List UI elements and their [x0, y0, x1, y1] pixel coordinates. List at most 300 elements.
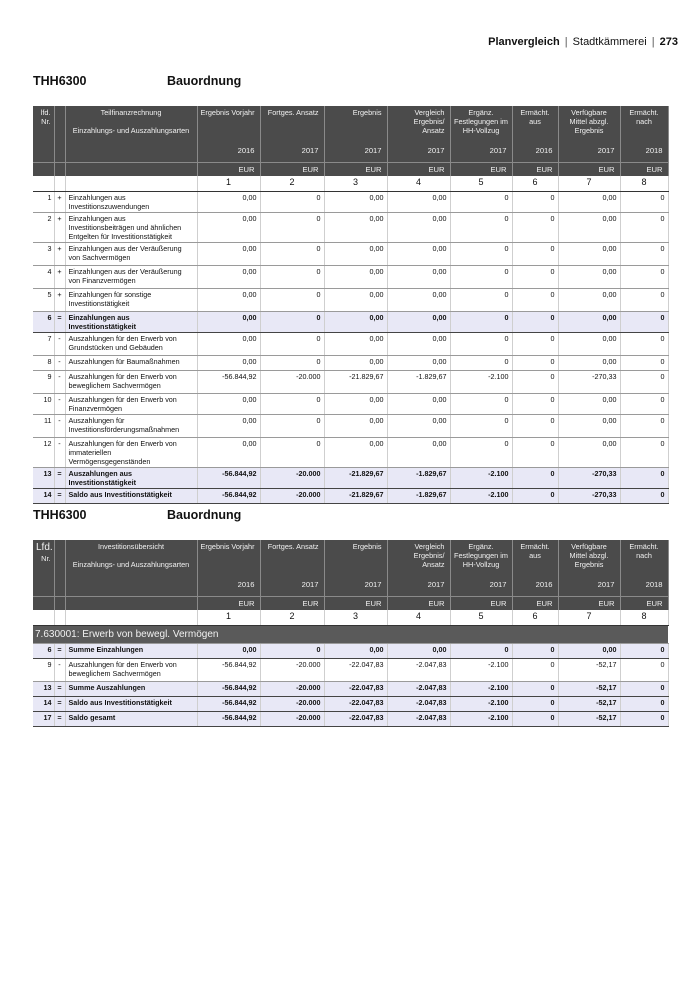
cell-value: 0 [512, 288, 558, 311]
section-code: THH6300 [33, 74, 87, 88]
cell-value: 0 [260, 332, 324, 355]
column-number: 8 [620, 176, 668, 191]
cell-value: -52,17 [558, 681, 620, 696]
cell-value: 0 [512, 437, 558, 467]
cell-value: 0,00 [558, 393, 620, 414]
column-number-row [33, 610, 668, 625]
column-unit: EUR [324, 162, 387, 176]
department-name: Stadtkämmerei [572, 36, 647, 48]
column-number: 3 [324, 610, 387, 625]
row-label: Auszahlungen für den Erwerb von Finanzvermögen [65, 393, 197, 414]
cell-value: 0 [512, 242, 558, 265]
cell-value: 0,00 [558, 212, 620, 242]
column-number: 4 [387, 610, 450, 625]
cell-value: 0,00 [324, 265, 387, 288]
table-row [33, 288, 668, 311]
column-unit: EUR [324, 596, 387, 610]
table-row [33, 393, 668, 414]
cell-value: 0,00 [387, 191, 450, 212]
column-year: 2016 [197, 140, 260, 162]
row-operator: - [54, 393, 65, 414]
table-row [33, 355, 668, 370]
page-number: 273 [659, 36, 678, 48]
row-number: 6 [33, 643, 54, 658]
row-label: Einzahlungen aus der Veräußerung von Finanzvermögen [65, 265, 197, 288]
column-number: 7 [558, 610, 620, 625]
column-number: 1 [197, 610, 260, 625]
cell-value: 0 [450, 242, 512, 265]
cell-value: 0 [620, 467, 668, 488]
table-row [33, 370, 668, 393]
cell-value: -20.000 [260, 681, 324, 696]
column-unit: EUR [558, 596, 620, 610]
cell-value: 0,00 [197, 643, 260, 658]
row-operator: = [54, 696, 65, 711]
cell-value: 0 [620, 681, 668, 696]
column-header: Ergänz. Festlegungen im HH-Vollzug [450, 106, 512, 140]
cell-value: 0 [620, 212, 668, 242]
cell-value: -20.000 [260, 711, 324, 726]
column-year: 2018 [620, 574, 668, 596]
column-header: Ermächt. aus [512, 540, 558, 574]
column-year: 2018 [620, 140, 668, 162]
cell-value: 0,00 [558, 265, 620, 288]
cell-value: 0 [620, 355, 668, 370]
cell-value: 0 [512, 488, 558, 503]
column-number: 6 [512, 610, 558, 625]
row-number: 8 [33, 355, 54, 370]
column-year: 2016 [512, 574, 558, 596]
row-operator: = [54, 681, 65, 696]
cell-value: 0 [450, 311, 512, 332]
row-number: 3 [33, 242, 54, 265]
row-label: Einzahlungen aus Investitionszuwendungen [65, 191, 197, 212]
cell-value: 0,00 [387, 265, 450, 288]
column-unit: EUR [260, 596, 324, 610]
cell-value: 0,00 [197, 191, 260, 212]
cell-value: 0 [620, 332, 668, 355]
cell-value: 0 [512, 370, 558, 393]
row-number: 12 [33, 437, 54, 467]
row-number: 13 [33, 467, 54, 488]
group-title: 7.630001: Erwerb von bewegl. Vermögen [33, 625, 668, 643]
row-operator: - [54, 658, 65, 681]
row-label: Auszahlungen für den Erwerb von Grundstücken und Gebäuden [65, 332, 197, 355]
column-year: 2017 [450, 574, 512, 596]
cell-value: 0 [620, 658, 668, 681]
cell-value: 0,00 [387, 212, 450, 242]
table-row [33, 467, 668, 488]
row-number: 2 [33, 212, 54, 242]
header-separator: | [651, 36, 655, 48]
cell-value: 0,00 [558, 414, 620, 437]
cell-value: -52,17 [558, 696, 620, 711]
cell-value: -1.829,67 [387, 467, 450, 488]
table-row [33, 643, 668, 658]
row-operator: - [54, 355, 65, 370]
row-operator: = [54, 311, 65, 332]
row-label: Auszahlungen aus Investitionstätigkeit [65, 467, 197, 488]
table-row [33, 414, 668, 437]
cell-value: -56.844,92 [197, 711, 260, 726]
cell-value: 0,00 [387, 643, 450, 658]
row-number: 14 [33, 488, 54, 503]
column-unit: EUR [620, 596, 668, 610]
cell-value: 0,00 [558, 437, 620, 467]
cell-value: 0 [512, 355, 558, 370]
cell-value: 0 [512, 311, 558, 332]
cell-value: 0 [260, 414, 324, 437]
row-number: 13 [33, 681, 54, 696]
cell-value: 0 [450, 414, 512, 437]
cell-value: 0 [512, 191, 558, 212]
cell-value: 0 [450, 643, 512, 658]
cell-value: 0,00 [558, 191, 620, 212]
row-label: Saldo aus Investitionstätigkeit [65, 488, 197, 503]
cell-value: 0 [260, 265, 324, 288]
cell-value: -2.100 [450, 467, 512, 488]
column-header: Fortges. Ansatz [260, 540, 324, 574]
cell-value: -52,17 [558, 658, 620, 681]
row-label: Einzahlungen aus Investitionsbeiträgen und ähnlichen Entgelten für Investitionstätigkeit [65, 212, 197, 242]
cell-value: 0 [512, 414, 558, 437]
cell-value: 0,00 [387, 393, 450, 414]
cell-value: 0 [512, 658, 558, 681]
column-unit: EUR [387, 162, 450, 176]
cell-value: -20.000 [260, 488, 324, 503]
row-operator: - [54, 332, 65, 355]
row-label: Einzahlungen aus Investitionstätigkeit [65, 311, 197, 332]
cell-value: -2.047,83 [387, 711, 450, 726]
row-number: 6 [33, 311, 54, 332]
row-label: Auszahlungen für den Erwerb von immateriellen Vermögensgegenständen [65, 437, 197, 467]
cell-value: 0 [512, 681, 558, 696]
cell-value: -2.100 [450, 696, 512, 711]
cell-value: -56.844,92 [197, 488, 260, 503]
cell-value: 0,00 [324, 288, 387, 311]
cell-value: -22.047,83 [324, 658, 387, 681]
cell-value: 0 [450, 355, 512, 370]
row-operator: = [54, 711, 65, 726]
cell-value: 0,00 [324, 212, 387, 242]
row-label: Auszahlungen für Investitionsförderungsmaßnahmen [65, 414, 197, 437]
cell-value: 0 [512, 467, 558, 488]
table-row [33, 311, 668, 332]
column-number: 4 [387, 176, 450, 191]
column-header: Ergebnis Vorjahr [197, 540, 260, 574]
cell-value: 0 [620, 711, 668, 726]
cell-value: -56.844,92 [197, 658, 260, 681]
cell-value: 0,00 [324, 311, 387, 332]
cell-value: 0 [620, 288, 668, 311]
row-label: Einzahlungen für sonstige Investitionstätigkeit [65, 288, 197, 311]
cell-value: 0,00 [558, 288, 620, 311]
row-operator: + [54, 288, 65, 311]
cell-value: -56.844,92 [197, 467, 260, 488]
cell-value: 0,00 [558, 332, 620, 355]
row-label: Einzahlungen aus der Veräußerung von Sachvermögen [65, 242, 197, 265]
cell-value: 0 [450, 332, 512, 355]
table-row [33, 212, 668, 242]
column-header: Fortges. Ansatz [260, 106, 324, 140]
column-year: 2017 [324, 140, 387, 162]
column-header-op [54, 540, 65, 574]
column-year: 2017 [450, 140, 512, 162]
cell-value: -20.000 [260, 658, 324, 681]
cell-value: 0,00 [387, 311, 450, 332]
cell-value: 0 [450, 437, 512, 467]
column-header: Ermächt. aus [512, 106, 558, 140]
table-row [33, 242, 668, 265]
row-operator: = [54, 488, 65, 503]
column-number-row [33, 176, 668, 191]
cell-value: 0,00 [387, 288, 450, 311]
cell-value: -21.829,67 [324, 370, 387, 393]
column-header: Ermächt. nach [620, 540, 668, 574]
table-row [33, 265, 668, 288]
cell-value: -2.047,83 [387, 681, 450, 696]
cell-value: -21.829,67 [324, 467, 387, 488]
cell-value: 0 [450, 393, 512, 414]
cell-value: -2.100 [450, 658, 512, 681]
cell-value: 0,00 [197, 265, 260, 288]
column-year: 2017 [324, 574, 387, 596]
column-unit: EUR [197, 162, 260, 176]
row-number: 17 [33, 711, 54, 726]
row-number: 10 [33, 393, 54, 414]
row-number: 11 [33, 414, 54, 437]
cell-value: 0,00 [324, 355, 387, 370]
cell-value: 0 [260, 191, 324, 212]
row-number: 9 [33, 658, 54, 681]
cell-value: -270,33 [558, 467, 620, 488]
cell-value: 0,00 [324, 191, 387, 212]
cell-value: 0,00 [387, 414, 450, 437]
cell-value: 0 [260, 355, 324, 370]
cell-value: 0,00 [387, 437, 450, 467]
cell-value: -22.047,83 [324, 696, 387, 711]
row-label: Auszahlungen für den Erwerb von beweglichem Sachvermögen [65, 370, 197, 393]
cell-value: -2.100 [450, 711, 512, 726]
cell-value: 0,00 [324, 393, 387, 414]
row-label: Summe Auszahlungen [65, 681, 197, 696]
cell-value: 0 [260, 242, 324, 265]
column-unit: EUR [260, 162, 324, 176]
table-row [33, 437, 668, 467]
cell-value: 0,00 [197, 311, 260, 332]
cell-value: 0 [512, 696, 558, 711]
section-name: Bauordnung [167, 508, 242, 522]
cell-value: 0,00 [387, 332, 450, 355]
cell-value: -56.844,92 [197, 370, 260, 393]
row-label: Summe Einzahlungen [65, 643, 197, 658]
cell-value: 0 [512, 643, 558, 658]
column-header-nr: Lfd. Nr. [33, 540, 54, 574]
column-unit: EUR [197, 596, 260, 610]
cell-value: -21.829,67 [324, 488, 387, 503]
column-number: 2 [260, 176, 324, 191]
cell-value: -20.000 [260, 696, 324, 711]
cell-value: -20.000 [260, 370, 324, 393]
column-unit: EUR [450, 162, 512, 176]
row-operator: = [54, 643, 65, 658]
cell-value: 0,00 [558, 242, 620, 265]
column-year: 2017 [260, 574, 324, 596]
group-row [33, 625, 668, 643]
cell-value: 0 [620, 370, 668, 393]
section-name: Bauordnung [167, 74, 242, 88]
cell-value: 0,00 [558, 643, 620, 658]
cell-value: 0 [260, 393, 324, 414]
cell-value: 0 [620, 265, 668, 288]
column-unit: EUR [387, 596, 450, 610]
cell-value: 0 [260, 311, 324, 332]
cell-value: -2.100 [450, 370, 512, 393]
cell-value: 0 [620, 191, 668, 212]
cell-value: -2.100 [450, 681, 512, 696]
column-header: Ergebnis [324, 540, 387, 574]
cell-value: 0 [512, 711, 558, 726]
column-number: 5 [450, 610, 512, 625]
table-row [33, 191, 668, 212]
section-title [33, 508, 241, 522]
row-number: 5 [33, 288, 54, 311]
row-operator: + [54, 191, 65, 212]
cell-value: 0 [260, 643, 324, 658]
column-header: Ermächt. nach [620, 106, 668, 140]
cell-value: 0 [512, 332, 558, 355]
cell-value: 0,00 [387, 355, 450, 370]
cell-value: -56.844,92 [197, 696, 260, 711]
column-unit: EUR [450, 596, 512, 610]
section-code: THH6300 [33, 508, 87, 522]
column-number: 5 [450, 176, 512, 191]
table-row [33, 488, 668, 503]
cell-value: 0 [450, 265, 512, 288]
cell-value: 0 [512, 393, 558, 414]
row-number: 9 [33, 370, 54, 393]
row-operator: - [54, 414, 65, 437]
table-row [33, 332, 668, 355]
row-operator: - [54, 437, 65, 467]
column-header-nr: lfd. Nr. [33, 106, 54, 140]
cell-value: 0 [620, 437, 668, 467]
column-unit: EUR [558, 162, 620, 176]
cell-value: -270,33 [558, 488, 620, 503]
column-year: 2016 [512, 140, 558, 162]
column-unit: EUR [512, 162, 558, 176]
cell-value: 0 [620, 414, 668, 437]
row-label: Auszahlungen für den Erwerb von beweglichem Sachvermögen [65, 658, 197, 681]
column-number: 2 [260, 610, 324, 625]
cell-value: -2.047,83 [387, 658, 450, 681]
cell-value: 0 [620, 393, 668, 414]
cell-value: 0,00 [197, 332, 260, 355]
cell-value: 0,00 [558, 355, 620, 370]
table-row [33, 711, 668, 726]
table-row [33, 681, 668, 696]
column-header: Vergleich Ergebnis/ Ansatz [387, 106, 450, 140]
cell-value: 0 [260, 212, 324, 242]
report-title: Planvergleich [488, 36, 560, 48]
row-number: 1 [33, 191, 54, 212]
column-year: 2017 [558, 574, 620, 596]
cell-value: 0,00 [197, 212, 260, 242]
column-header-label: Investitionsübersicht Einzahlungs- und Auszahlungsarten [65, 540, 197, 574]
table-row [33, 696, 668, 711]
column-number: 6 [512, 176, 558, 191]
row-operator: + [54, 212, 65, 242]
cell-value: 0 [620, 488, 668, 503]
column-number: 7 [558, 176, 620, 191]
column-unit: EUR [512, 596, 558, 610]
row-operator: = [54, 467, 65, 488]
cell-value: -22.047,83 [324, 681, 387, 696]
cell-value: 0 [260, 437, 324, 467]
column-unit: EUR [620, 162, 668, 176]
cell-value: 0 [620, 643, 668, 658]
page-header [488, 36, 678, 48]
column-year: 2017 [558, 140, 620, 162]
finance-table-2 [33, 540, 669, 727]
cell-value: 0,00 [197, 288, 260, 311]
cell-value: 0,00 [324, 242, 387, 265]
column-header: Verfügbare Mittel abzgl. Ergebnis [558, 106, 620, 140]
cell-value: -1.829,67 [387, 370, 450, 393]
row-label: Saldo gesamt [65, 711, 197, 726]
column-year: 2016 [197, 574, 260, 596]
column-header-op [54, 106, 65, 140]
cell-value: 0,00 [387, 242, 450, 265]
column-number: 8 [620, 610, 668, 625]
cell-value: 0 [512, 212, 558, 242]
column-year: 2017 [387, 574, 450, 596]
cell-value: 0,00 [197, 437, 260, 467]
column-header-label: Teilfinanzrechnung Einzahlungs- und Auszahlungsarten [65, 106, 197, 140]
row-operator: + [54, 265, 65, 288]
cell-value: 0 [450, 288, 512, 311]
cell-value: 0 [450, 212, 512, 242]
cell-value: -22.047,83 [324, 711, 387, 726]
header-separator: | [564, 36, 568, 48]
row-operator: - [54, 370, 65, 393]
cell-value: 0,00 [324, 332, 387, 355]
column-header: Ergänz. Festlegungen im HH-Vollzug [450, 540, 512, 574]
column-header: Verfügbare Mittel abzgl. Ergebnis [558, 540, 620, 574]
section-title [33, 74, 241, 88]
cell-value: -56.844,92 [197, 681, 260, 696]
cell-value: 0 [512, 265, 558, 288]
cell-value: 0,00 [324, 643, 387, 658]
cell-value: 0,00 [324, 414, 387, 437]
table-row [33, 658, 668, 681]
column-year: 2017 [387, 140, 450, 162]
row-label: Saldo aus Investitionstätigkeit [65, 696, 197, 711]
cell-value: 0 [450, 191, 512, 212]
column-header: Vergleich Ergebnis/ Ansatz [387, 540, 450, 574]
cell-value: -1.829,67 [387, 488, 450, 503]
cell-value: 0 [620, 311, 668, 332]
row-number: 4 [33, 265, 54, 288]
cell-value: -2.100 [450, 488, 512, 503]
finance-table-1 [33, 106, 669, 504]
cell-value: 0,00 [324, 437, 387, 467]
row-number: 14 [33, 696, 54, 711]
cell-value: 0,00 [197, 414, 260, 437]
column-number: 1 [197, 176, 260, 191]
cell-value: -20.000 [260, 467, 324, 488]
cell-value: -52,17 [558, 711, 620, 726]
